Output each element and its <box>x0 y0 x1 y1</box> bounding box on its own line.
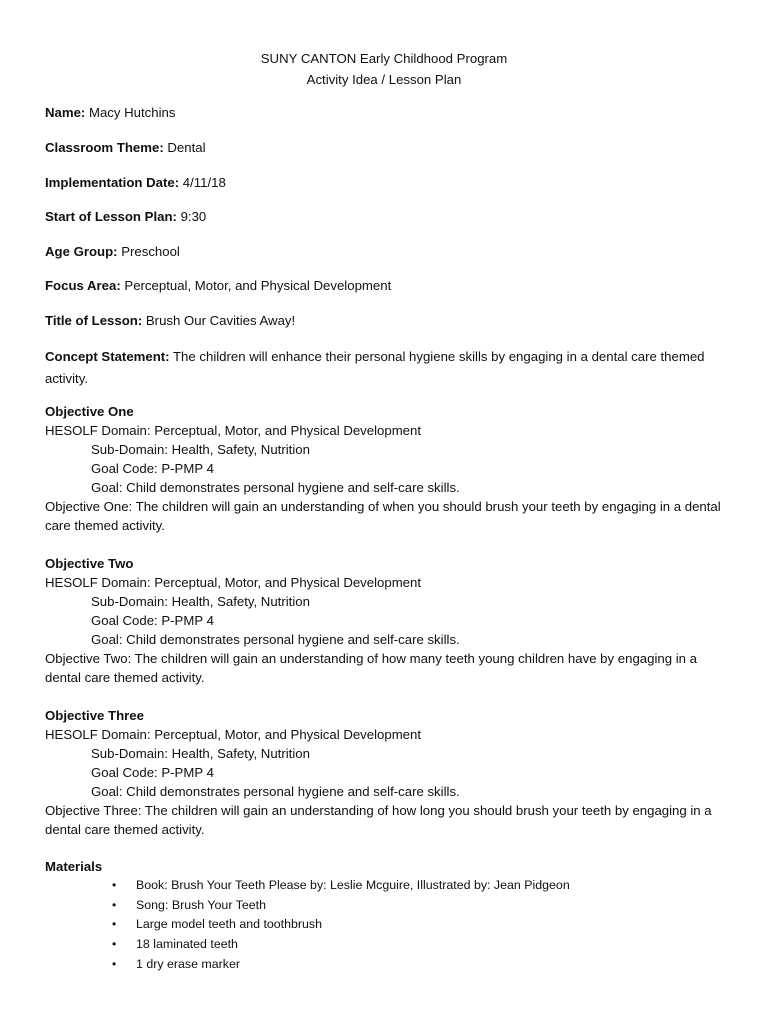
lesson-title-value: Brush Our Cavities Away! <box>145 313 296 328</box>
concept-statement <box>45 346 735 389</box>
bullet-icon: • <box>112 897 117 912</box>
age-group-value: Preschool <box>121 244 180 259</box>
bullet-icon: • <box>112 917 117 932</box>
age-group-label: Age Group: <box>45 244 118 259</box>
objective-one-subdomain: Sub-Domain: Health, Safety, Nutrition <box>91 442 310 457</box>
objective-three-domain: HESOLF Domain: Perceptual, Motor, and Physical Development <box>45 727 422 742</box>
concept-statement-value: The children will enhance their personal hygiene skills by engaging in a dental care themed activity. <box>45 349 705 386</box>
objective-three-section <box>45 706 735 839</box>
program-title: SUNY CANTON Early Childhood Program <box>260 51 508 66</box>
classroom-theme-label: Classroom Theme: <box>45 140 164 155</box>
objective-three-goal: Goal: Child demonstrates personal hygiene and self-care skills. <box>91 784 460 799</box>
classroom-theme-value: Dental <box>167 140 206 155</box>
bullet-icon: • <box>112 937 117 952</box>
material-item-text: 1 dry erase marker <box>136 956 240 971</box>
name-value: Macy Hutchins <box>88 105 176 120</box>
objective-one-goal-code: Goal Code: P-PMP 4 <box>91 461 214 476</box>
list-item <box>110 876 570 896</box>
objective-two-section <box>45 554 735 687</box>
lesson-title-label: Title of Lesson: <box>45 313 143 328</box>
document-header <box>0 48 768 90</box>
objective-two-heading: Objective Two <box>45 556 134 571</box>
name-field <box>45 103 175 122</box>
implementation-date-field <box>45 173 226 192</box>
bullet-icon: • <box>112 956 117 971</box>
bullet-icon: • <box>112 878 117 892</box>
objective-two-goal: Goal: Child demonstrates personal hygiene and self-care skills. <box>91 632 460 647</box>
lesson-title-field <box>45 311 295 330</box>
document-subtitle: Activity Idea / Lesson Plan <box>306 72 462 87</box>
focus-area-field <box>45 276 391 295</box>
name-label: Name: <box>45 105 86 120</box>
objective-three-heading: Objective Three <box>45 708 144 723</box>
objective-one-domain: HESOLF Domain: Perceptual, Motor, and Physical Development <box>45 423 422 438</box>
focus-area-value: Perceptual, Motor, and Physical Development <box>124 278 392 293</box>
material-item-text: Book: Brush Your Teeth Please by: Leslie Mcguire, Illustrated by: Jean Pidgeon <box>136 878 570 892</box>
focus-area-label: Focus Area: <box>45 278 121 293</box>
concept-statement-label: Concept Statement: <box>45 349 170 364</box>
start-time-label: Start of Lesson Plan: <box>45 209 177 224</box>
age-group-field <box>45 242 180 261</box>
objective-one-goal: Goal: Child demonstrates personal hygiene and self-care skills. <box>91 480 460 495</box>
objective-three-subdomain: Sub-Domain: Health, Safety, Nutrition <box>91 746 310 761</box>
implementation-date-label: Implementation Date: <box>45 175 180 190</box>
material-item-text: Large model teeth and toothbrush <box>136 917 322 932</box>
list-item <box>110 915 570 935</box>
material-item-text: 18 laminated teeth <box>136 937 238 952</box>
list-item <box>110 935 570 955</box>
objective-one-statement: Objective One: The children will gain an understanding of when you should brush your teeth by engaging in a dental care themed activity. <box>45 499 721 533</box>
objective-two-domain: HESOLF Domain: Perceptual, Motor, and Physical Development <box>45 575 422 590</box>
materials-heading: Materials <box>45 859 103 874</box>
objective-three-goal-code: Goal Code: P-PMP 4 <box>91 765 214 780</box>
start-time-field <box>45 207 206 226</box>
material-item-text: Song: Brush Your Teeth <box>136 897 266 912</box>
objective-three-statement: Objective Three: The children will gain an understanding of how long you should brush your teeth by engaging in a dental care themed activity. <box>45 803 712 837</box>
list-item <box>110 896 570 916</box>
implementation-date-value: 4/11/18 <box>182 175 226 190</box>
materials-list <box>110 876 570 975</box>
classroom-theme-field <box>45 138 206 157</box>
objective-one-section <box>45 402 735 535</box>
start-time-value: 9:30 <box>180 209 207 224</box>
objective-one-heading: Objective One <box>45 404 134 419</box>
objective-two-goal-code: Goal Code: P-PMP 4 <box>91 613 214 628</box>
objective-two-statement: Objective Two: The children will gain an understanding of how many teeth young children have by engaging in a dental care themed activity. <box>45 651 697 685</box>
objective-two-subdomain: Sub-Domain: Health, Safety, Nutrition <box>91 594 310 609</box>
list-item <box>110 955 570 975</box>
